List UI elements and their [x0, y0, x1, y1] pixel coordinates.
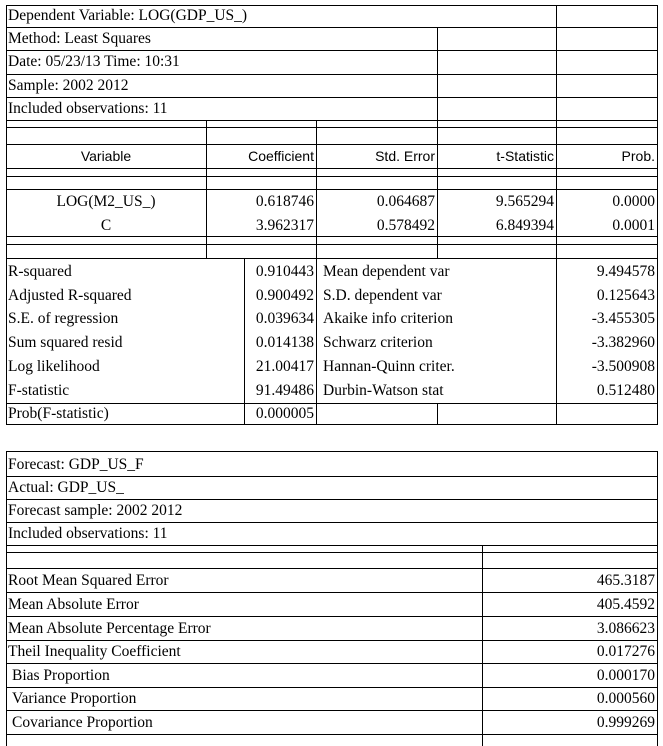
stat-label: S.D. dependent var	[323, 287, 442, 304]
coef-value: 3.962317	[255, 217, 314, 234]
forecast-stat-label: Mean Absolute Error	[8, 596, 139, 613]
stat-label: Schwarz criterion	[323, 334, 433, 351]
column-header-prob: Prob.	[621, 148, 655, 164]
coef-variable: C	[100, 217, 112, 234]
stat-label: F-statistic	[8, 382, 70, 399]
stat-value: 21.00417	[255, 358, 314, 375]
column-header-variable: Variable	[80, 148, 132, 164]
forecast-stat-value: 0.017276	[596, 643, 655, 660]
stat-label: Prob(F-statistic)	[8, 405, 109, 422]
stat-label: Sum squared resid	[8, 334, 123, 351]
coef-std-error: 0.578492	[376, 217, 435, 234]
column-header-std-error: Std. Error	[375, 148, 435, 164]
coef-std-error: 0.064687	[376, 193, 435, 210]
forecast-stat-label: Covariance Proportion	[12, 714, 153, 731]
actual-label: Actual: GDP_US_	[8, 479, 124, 496]
stat-value: -3.382960	[591, 334, 655, 351]
forecast-name-label: Forecast: GDP_US_F	[8, 456, 144, 473]
forecast-stat-value: 0.999269	[596, 714, 655, 731]
coef-prob: 0.0001	[612, 217, 655, 234]
forecast-stat-label: Theil Inequality Coefficient	[8, 643, 181, 660]
forecast-stat-label: Bias Proportion	[12, 667, 110, 684]
stat-value: 0.512480	[596, 382, 655, 399]
coef-value: 0.618746	[255, 193, 314, 210]
stat-value: 0.000005	[255, 405, 314, 422]
forecast-stat-label: Mean Absolute Percentage Error	[8, 620, 211, 637]
stat-value: -3.500908	[591, 358, 655, 375]
method-label: Method: Least Squares	[8, 30, 151, 47]
stat-label: S.E. of regression	[8, 310, 119, 327]
forecast-stat-value: 3.086623	[596, 620, 655, 637]
forecast-stat-label: Variance Proportion	[12, 690, 137, 707]
stat-value: 0.125643	[596, 287, 655, 304]
coef-t-statistic: 6.849394	[495, 217, 554, 234]
stat-value: 91.49486	[255, 382, 314, 399]
column-header-t-statistic: t-Statistic	[496, 148, 554, 164]
stat-label: Durbin-Watson stat	[323, 382, 444, 399]
stat-value: 9.494578	[596, 263, 655, 280]
forecast-observations-label: Included observations: 11	[8, 525, 168, 542]
forecast-stat-value: 0.000560	[596, 690, 655, 707]
stat-value: 0.910443	[255, 263, 314, 280]
stat-value: 0.014138	[255, 334, 314, 351]
forecast-stat-label: Root Mean Squared Error	[8, 572, 169, 589]
stat-label: Akaike info criterion	[323, 310, 453, 327]
coef-prob: 0.0000	[612, 193, 655, 210]
stat-label: Hannan-Quinn criter.	[323, 358, 455, 375]
date-label: Date: 05/23/13 Time: 10:31	[8, 53, 180, 70]
coef-variable: LOG(M2_US_)	[56, 193, 156, 210]
coef-t-statistic: 9.565294	[495, 193, 554, 210]
stat-label: Mean dependent var	[323, 263, 450, 280]
forecast-stat-value: 405.4592	[596, 596, 655, 613]
stat-value: 0.900492	[255, 287, 314, 304]
stat-value: 0.039634	[255, 310, 314, 327]
stat-label: Log likelihood	[8, 358, 100, 375]
observations-label: Included observations: 11	[8, 100, 168, 117]
column-header-coefficient: Coefficient	[248, 148, 314, 164]
stat-label: Adjusted R-squared	[8, 287, 132, 304]
dependent-variable-label: Dependent Variable: LOG(GDP_US_)	[8, 7, 248, 24]
forecast-stat-value: 0.000170	[596, 667, 655, 684]
forecast-stat-value: 465.3187	[596, 572, 655, 589]
stat-value: -3.455305	[591, 310, 655, 327]
sample-label: Sample: 2002 2012	[8, 77, 129, 94]
stat-label: R-squared	[8, 263, 72, 280]
forecast-sample-label: Forecast sample: 2002 2012	[8, 502, 183, 519]
